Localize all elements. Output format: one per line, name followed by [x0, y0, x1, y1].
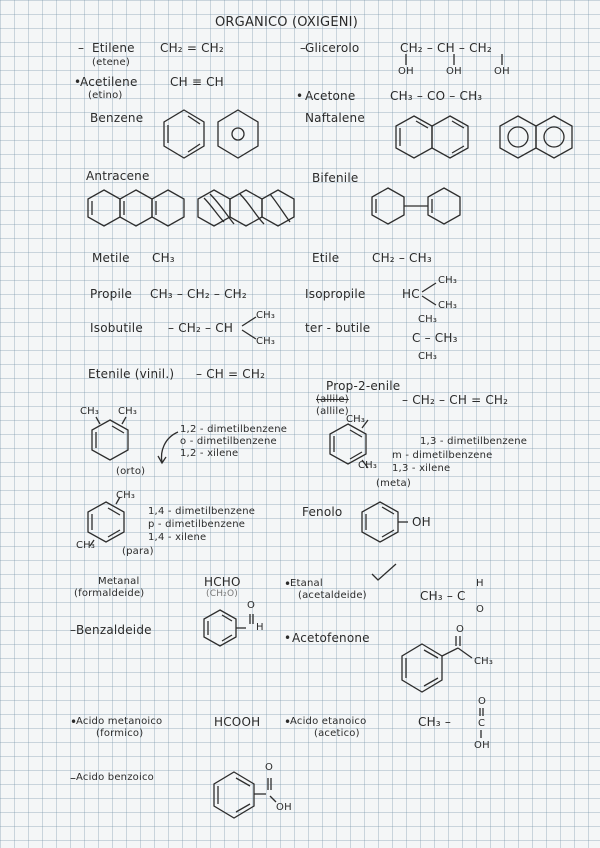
acetofenone-name: Acetofenone — [292, 631, 370, 645]
acido-benzoico-name: Acido benzoico — [76, 772, 154, 783]
prop-2-enile-formula: – CH₂ – CH = CH₂ — [402, 393, 509, 407]
meta-line-2: m - dimetilbenzene — [392, 450, 493, 461]
isopropile-ch3-top: CH₃ — [438, 275, 458, 286]
glicerolo-bonds — [400, 52, 510, 68]
etanal-h: H — [476, 578, 484, 589]
isobutile-formula: – CH₂ – CH — [168, 321, 234, 335]
etanal-formula: CH₃ – C — [420, 589, 466, 603]
acetofenone-structure — [396, 632, 496, 702]
benzaldeide-o: O — [247, 600, 256, 611]
acido-etanoico-alias: (acetico) — [314, 728, 360, 739]
checkmark — [370, 562, 400, 584]
naftalene-name: Naftalene — [305, 111, 365, 125]
ter-butile-ch3-bottom: CH₃ — [418, 351, 438, 362]
ter-butile-name: ter - butile — [305, 321, 371, 335]
etilene-alias: (etene) — [92, 57, 130, 68]
fenolo-oh: OH — [412, 515, 431, 529]
acido-etanoico-c: C — [478, 718, 486, 729]
metanal-name: Metanal — [98, 576, 140, 587]
bullet-dash: • — [296, 89, 304, 103]
acido-benzoico-o: O — [265, 762, 274, 773]
bullet-dash: • — [70, 715, 78, 729]
para-line-2: p - dimetilbenzene — [148, 519, 246, 530]
propile-formula: CH₃ – CH₂ – CH₂ — [150, 287, 247, 301]
etenile-name: Etenile (vinil.) — [88, 367, 175, 381]
acido-benzoico-structure — [210, 766, 290, 822]
fenolo-name: Fenolo — [302, 505, 343, 519]
acetilene-formula: CH ≡ CH — [170, 75, 224, 89]
acido-etanoico-o: O — [478, 696, 487, 707]
meta-line-1: 1,3 - dimetilbenzene — [420, 436, 528, 447]
etanal-o: O — [476, 604, 485, 615]
orto-line-1: 1,2 - dimetilbenzene — [180, 424, 288, 435]
meta-tag: (meta) — [376, 478, 411, 489]
isobutile-name: Isobutile — [90, 321, 143, 335]
ter-butile-ch3-top: CH₃ — [418, 314, 438, 325]
glicerolo-name: Glicerolo — [305, 41, 360, 55]
acetone-formula: CH₃ – CO – CH₃ — [390, 89, 483, 103]
ter-butile-center: C – CH₃ — [412, 331, 458, 345]
orto-line-3: 1,2 - xilene — [180, 448, 239, 459]
glicerolo-oh-3: OH — [494, 66, 510, 77]
etenile-formula: – CH = CH₂ — [196, 367, 266, 381]
antracene-name: Antracene — [86, 169, 150, 183]
acido-etanoico-formula: CH₃ – — [418, 715, 452, 729]
etilene-name: Etilene — [92, 41, 135, 55]
acetilene-alias: (etino) — [88, 90, 123, 101]
metanal-alias: (formaldeide) — [74, 588, 145, 599]
orto-ch3-2: CH₃ — [118, 406, 138, 417]
meta-ch3-top: CH₃ — [346, 414, 366, 425]
propile-name: Propile — [90, 287, 133, 301]
acido-etanoico-name: Acido etanoico — [290, 716, 367, 727]
para-ch3-top: CH₃ — [116, 490, 136, 501]
bifenile-structure — [368, 186, 478, 226]
para-ch3-bottom: CH₃ — [76, 540, 96, 551]
bifenile-name: Bifenile — [312, 171, 359, 185]
etanal-name: Etanal — [290, 578, 323, 589]
acido-etanoico-bonds — [476, 706, 488, 740]
antracene-structures — [84, 186, 304, 238]
bullet-dash: – — [300, 41, 307, 55]
benzene-name: Benzene — [90, 111, 144, 125]
isopropile-formula: HC — [402, 287, 420, 301]
orto-arrow — [150, 428, 182, 468]
bullet-dash: – — [70, 771, 77, 785]
bullet-dash: • — [284, 715, 292, 729]
prop-2-enile-alias-struck: (allile) — [316, 394, 349, 405]
etilene-formula: CH₂ = CH₂ — [160, 41, 224, 55]
orto-ch3-1: CH₃ — [80, 406, 100, 417]
bullet-dash: • — [284, 577, 292, 591]
acetofenone-ch3: CH₃ — [474, 656, 494, 667]
bullet-dash: – — [70, 623, 77, 637]
isobutile-bonds — [240, 314, 260, 344]
acido-etanoico-oh: OH — [474, 740, 490, 751]
acido-metanoico-name: Acido metanoico — [76, 716, 163, 727]
isobutile-ch3-top: CH₃ — [256, 310, 276, 321]
prop-2-enile-alias: (allile) — [316, 406, 349, 417]
metanal-formula: HCHO — [204, 575, 241, 589]
prop-2-enile-name: Prop-2-enile — [326, 379, 401, 393]
bullet-dash: – — [78, 41, 85, 55]
orto-line-2: o - dimetilbenzene — [180, 436, 277, 447]
para-line-3: 1,4 - xilene — [148, 532, 207, 543]
acetilene-name: Acetilene — [80, 75, 138, 89]
glicerolo-formula: CH₂ – CH – CH₂ — [400, 41, 492, 55]
meta-ch3-bottom: CH₃ — [358, 460, 378, 471]
etile-name: Etile — [312, 251, 340, 265]
glicerolo-oh-1: OH — [398, 66, 414, 77]
naftalene-structures — [392, 108, 592, 168]
meta-line-3: 1,3 - xilene — [392, 463, 451, 474]
isopropile-name: Isopropile — [305, 287, 366, 301]
para-line-1: 1,4 - dimetilbenzene — [148, 506, 256, 517]
orto-xylene-structure — [88, 416, 158, 462]
acetofenone-o: O — [456, 624, 465, 635]
bullet-dash: • — [284, 631, 292, 645]
acido-metanoico-alias: (formico) — [96, 728, 144, 739]
para-tag: (para) — [122, 546, 154, 557]
benzene-structures — [160, 108, 280, 164]
bullet-dash: • — [74, 75, 82, 89]
isopropile-bonds — [420, 280, 440, 310]
benzaldeide-name: Benzaldeide — [76, 623, 152, 637]
etile-formula: CH₂ – CH₃ — [372, 251, 432, 265]
page-title: ORGANICO (OXIGENI) — [215, 15, 358, 30]
glicerolo-oh-2: OH — [446, 66, 462, 77]
metanal-sub: (CH₂O) — [206, 589, 238, 599]
etanal-alias: (acetaldeide) — [298, 590, 367, 601]
isopropile-ch3-bottom: CH₃ — [438, 300, 458, 311]
isobutile-ch3-bottom: CH₃ — [256, 336, 276, 347]
acetone-name: Acetone — [305, 89, 356, 103]
orto-tag: (orto) — [116, 466, 146, 477]
benzaldeide-h: H — [256, 622, 264, 633]
acido-benzoico-oh: OH — [276, 802, 292, 813]
acido-metanoico-formula: HCOOH — [214, 715, 261, 729]
metile-formula: CH₃ — [152, 251, 175, 265]
metile-name: Metile — [92, 251, 130, 265]
